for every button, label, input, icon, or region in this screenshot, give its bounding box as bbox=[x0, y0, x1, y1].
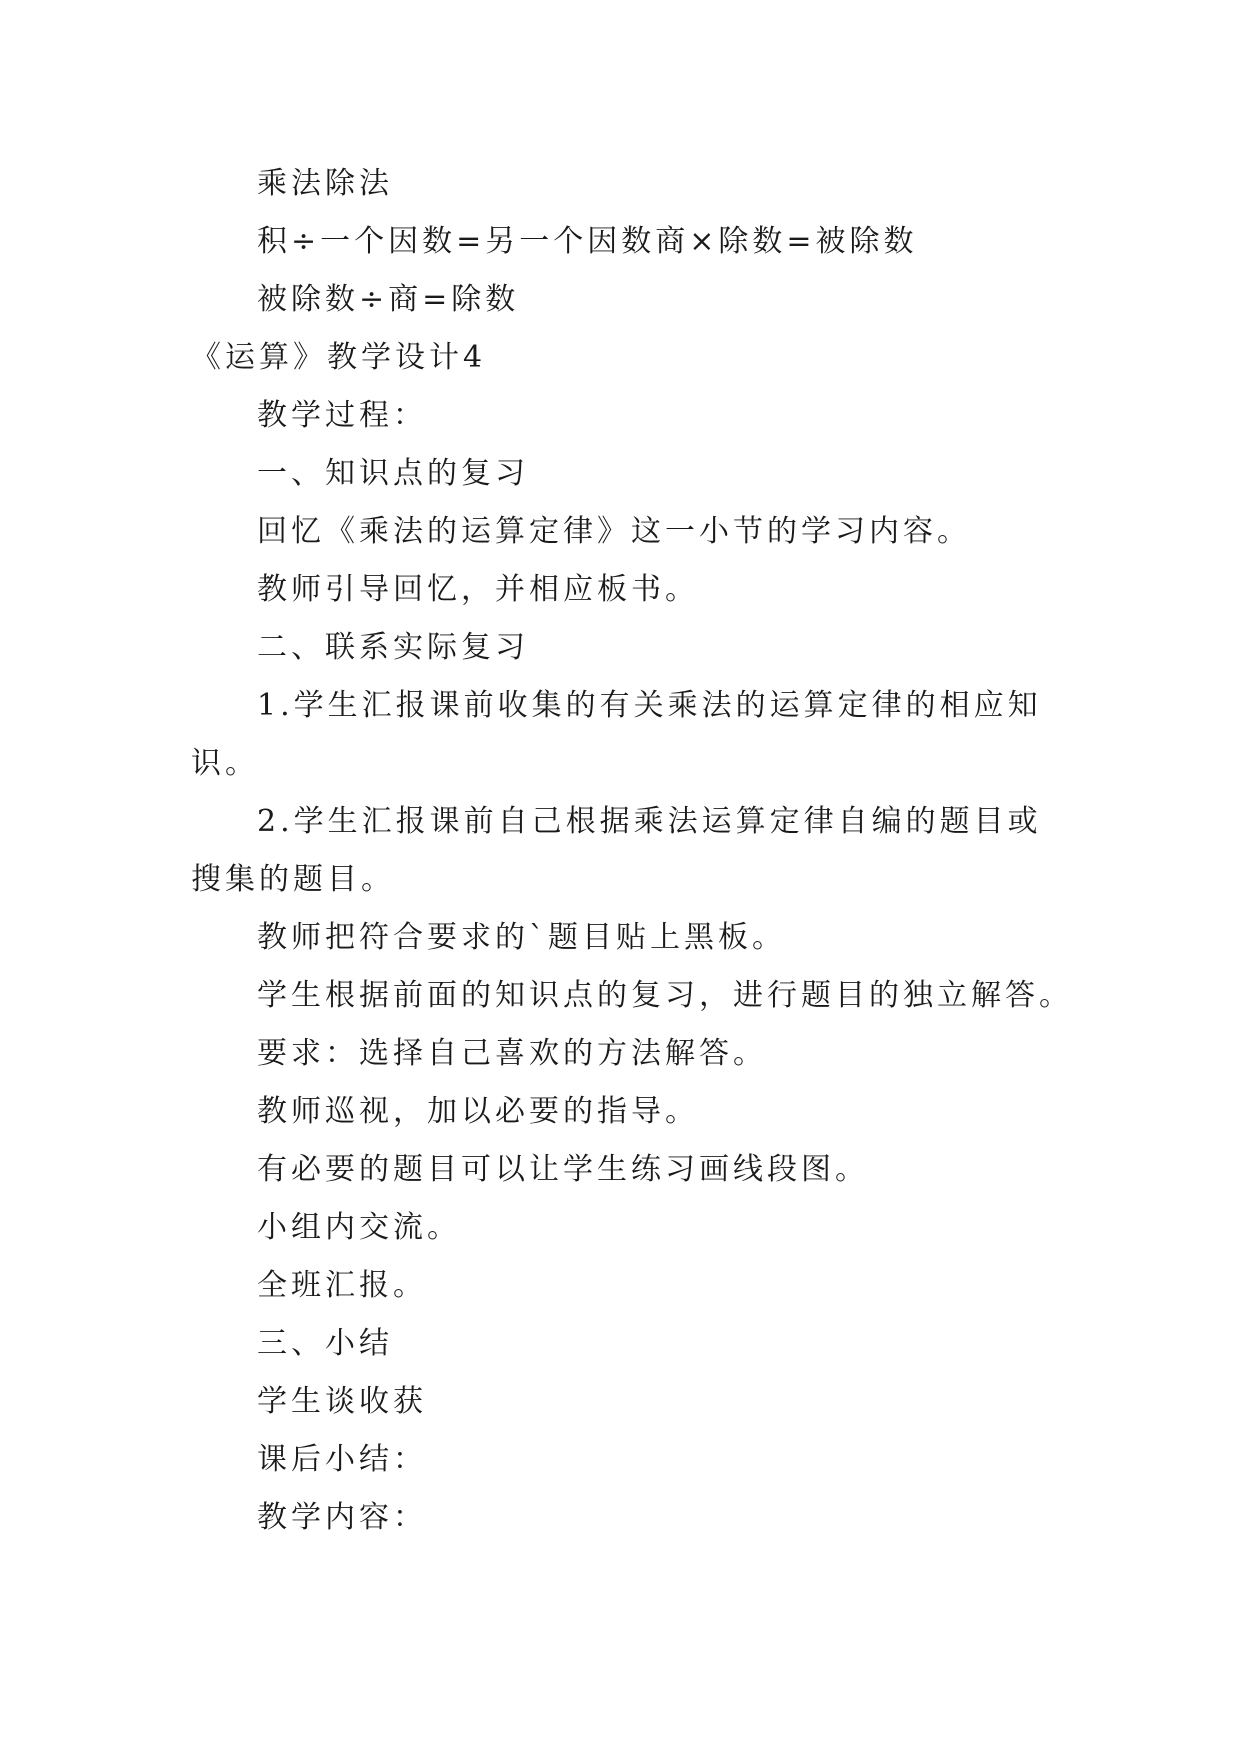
text-line: 教师巡视，加以必要的指导。 bbox=[257, 1094, 699, 1129]
text-line: 搜集的题目。 bbox=[191, 862, 395, 897]
text-line: 教师把符合要求的`题目贴上黑板。 bbox=[257, 920, 786, 955]
text-line: 回忆《乘法的运算定律》这一小节的学习内容。 bbox=[257, 514, 971, 549]
text-line: 教学过程： bbox=[257, 398, 427, 433]
text-line: 学生谈收获 bbox=[257, 1384, 427, 1419]
text-line: 课后小结： bbox=[257, 1442, 427, 1477]
text-line: 2.学生汇报课前自己根据乘法运算定律自编的题目或 bbox=[257, 804, 1042, 839]
text-line: 乘法除法 bbox=[257, 166, 393, 201]
text-line: 教学内容： bbox=[257, 1500, 427, 1535]
section-heading: 《运算》教学设计4 bbox=[191, 340, 487, 375]
text-line: 教师引导回忆，并相应板书。 bbox=[257, 572, 699, 607]
text-line: 全班汇报。 bbox=[257, 1268, 427, 1303]
text-line: 被除数÷商=除数 bbox=[257, 282, 520, 317]
text-line: 一、知识点的复习 bbox=[257, 456, 529, 491]
text-line: 识。 bbox=[191, 746, 259, 781]
text-line: 学生根据前面的知识点的复习，进行题目的独立解答。 bbox=[257, 978, 1073, 1013]
text-line: 三、小结 bbox=[257, 1326, 393, 1361]
text-line: 有必要的题目可以让学生练习画线段图。 bbox=[257, 1152, 869, 1187]
text-line: 1.学生汇报课前收集的有关乘法的运算定律的相应知 bbox=[257, 688, 1042, 723]
text-line: 要求：选择自己喜欢的方法解答。 bbox=[257, 1036, 767, 1071]
text-line: 积÷一个因数=另一个因数商×除数=被除数 bbox=[257, 224, 918, 259]
text-line: 小组内交流。 bbox=[257, 1210, 461, 1245]
text-line: 二、联系实际复习 bbox=[257, 630, 529, 665]
